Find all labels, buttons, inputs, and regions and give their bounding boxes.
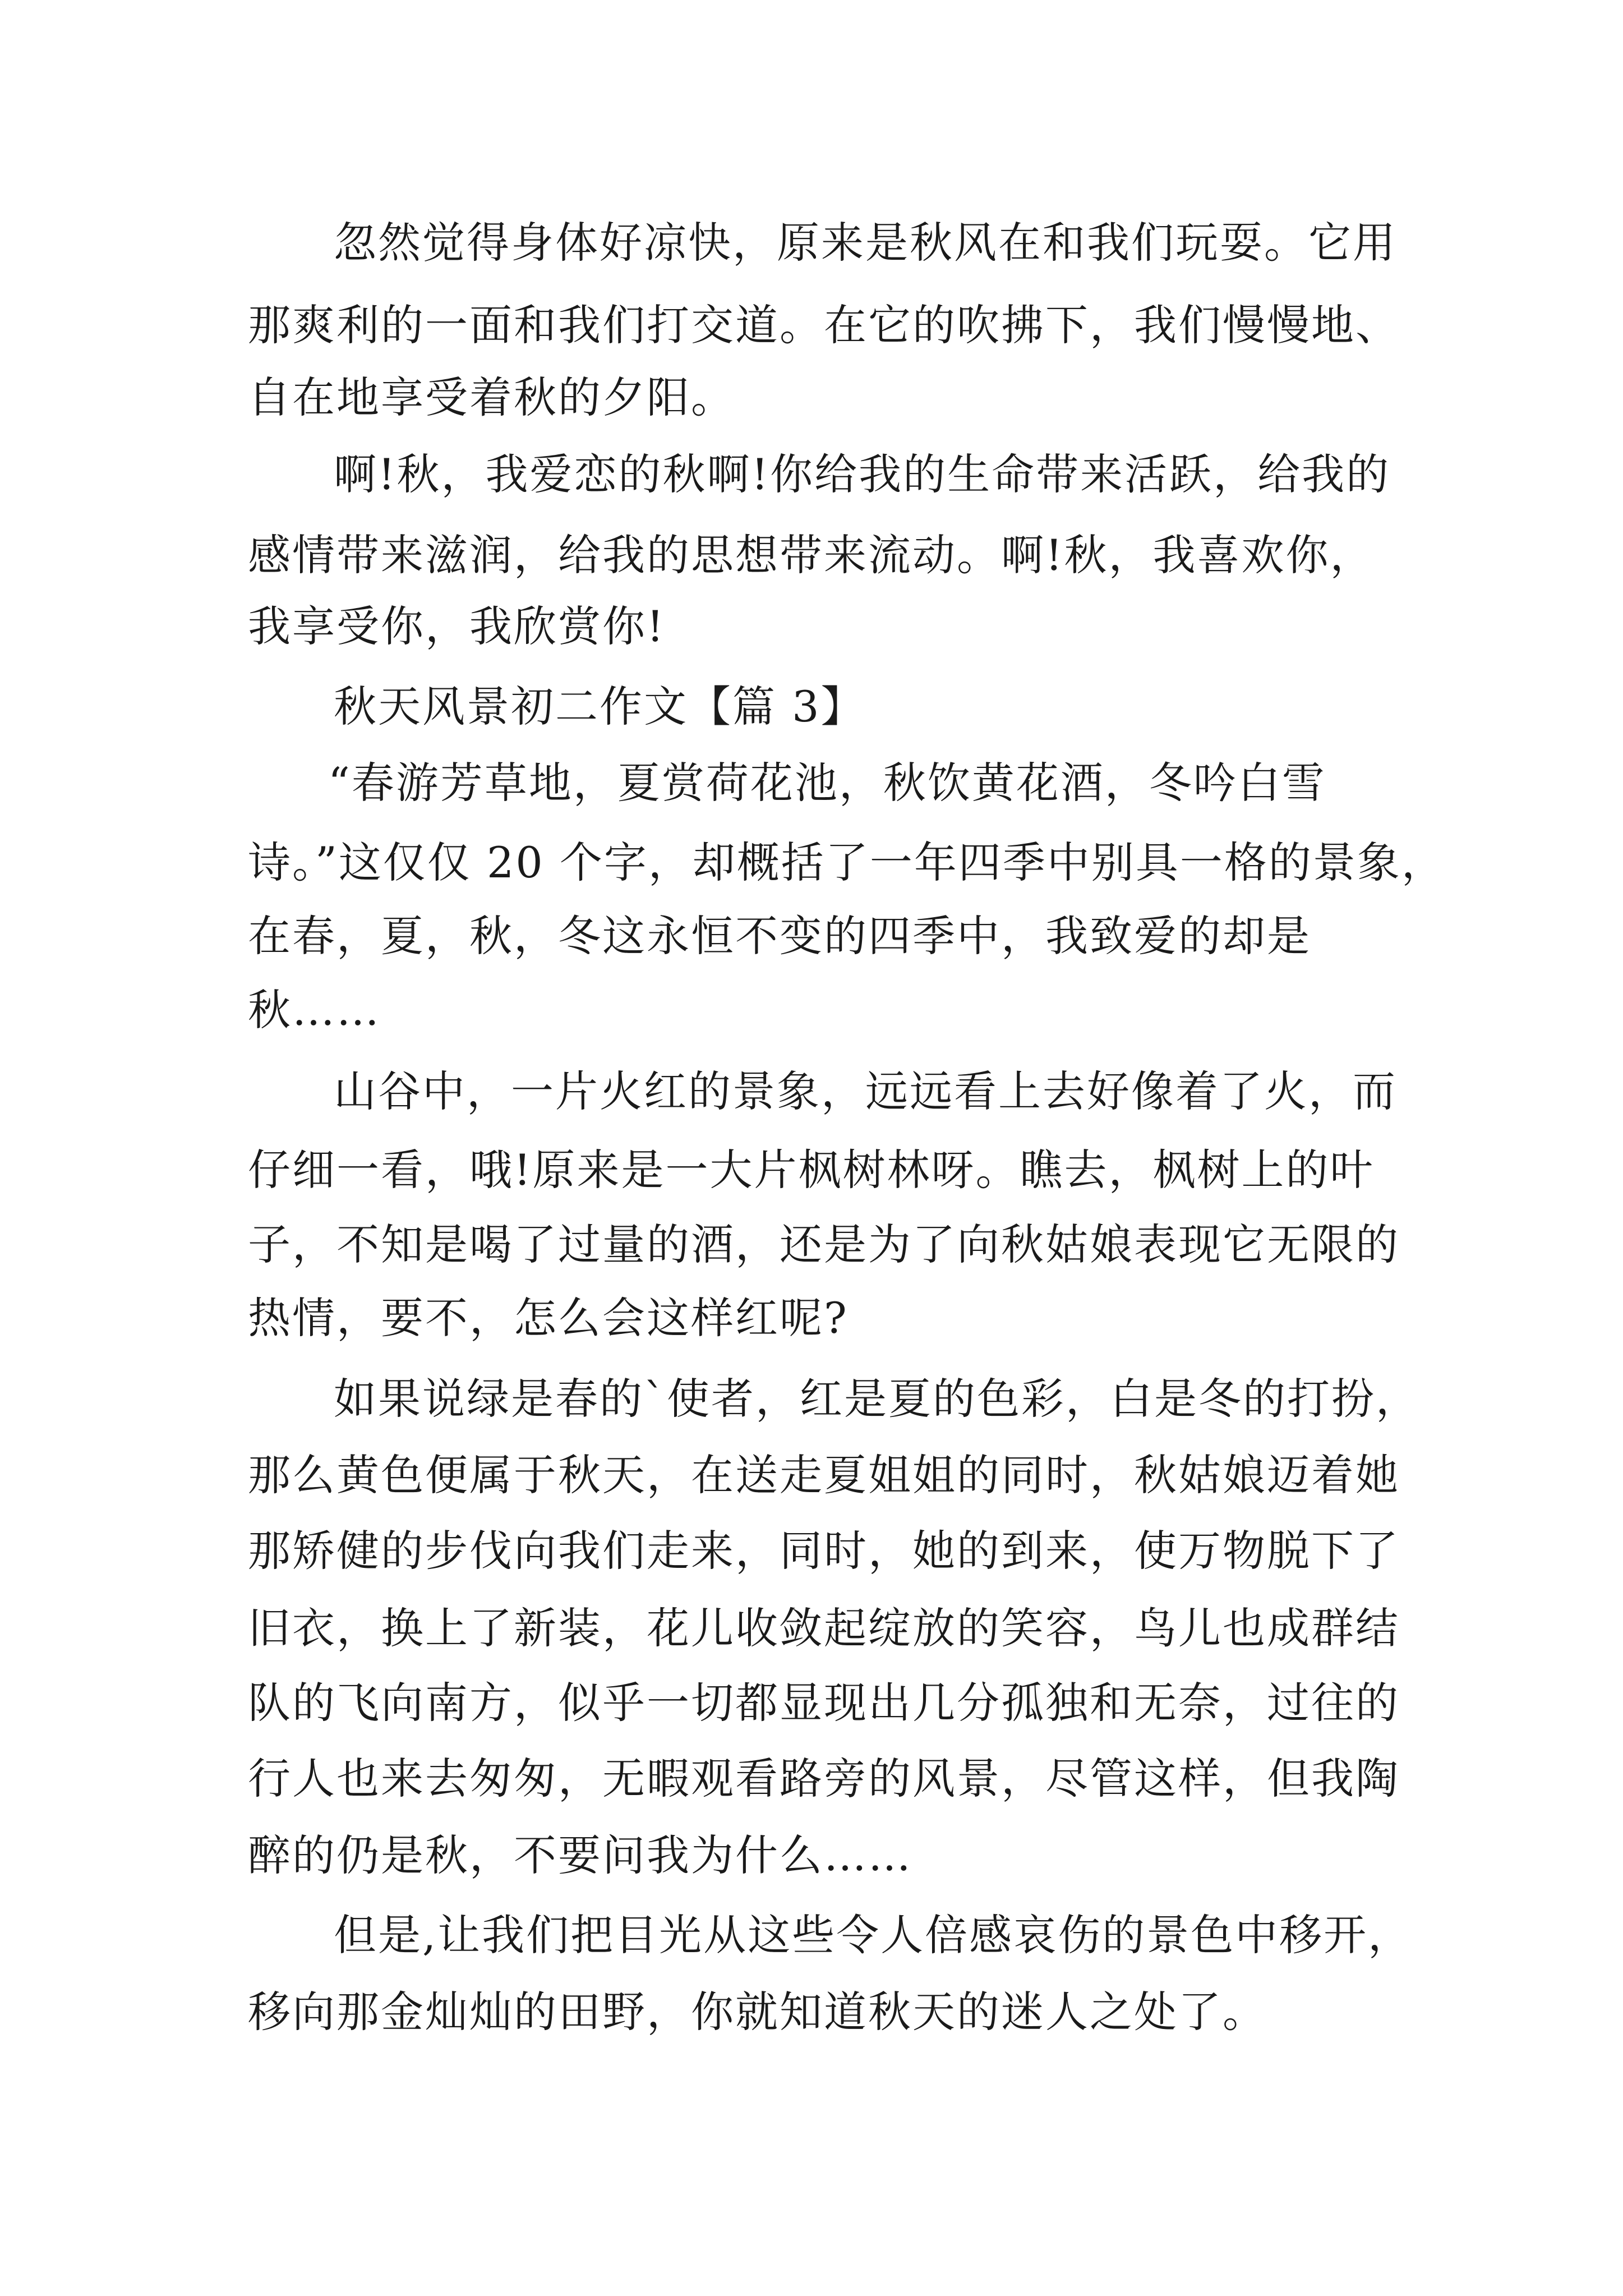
text-line: 仔细一看，哦!原来是一大片枫树林呀。瞧去，枫树上的叶 <box>248 1145 1375 1195</box>
text-line: 那爽利的一面和我们打交道。在它的吹拂下，我们慢慢地、 <box>248 300 1400 350</box>
text-line: “春游芳草地，夏赏荷花池，秋饮黄花酒，冬吟白雪 <box>328 758 1326 808</box>
text-line: 诗。”这仅仅 20 个字，却概括了一年四季中别具一格的景象， <box>248 838 1446 887</box>
text-line: 旧衣，换上了新装，花儿收敛起绽放的笑容，鸟儿也成群结 <box>248 1603 1400 1653</box>
text-line: 啊!秋，我爱恋的秋啊!你给我的生命带来活跃，给我的 <box>334 449 1391 499</box>
text-line: 那矫健的步伐向我们走来，同时，她的到来，使万物脱下了 <box>248 1526 1400 1576</box>
text-line: 自在地享受着秋的夕阳。 <box>248 372 735 422</box>
text-line: 移向那金灿灿的田野，你就知道秋天的迷人之处了。 <box>248 1987 1267 2037</box>
text-line: 山谷中，一片火红的景象，远远看上去好像着了火，而 <box>334 1066 1397 1116</box>
text-line: 我享受你，我欣赏你! <box>248 601 666 651</box>
section-heading: 秋天风景初二作文【篇 3】 <box>334 682 865 731</box>
text-line: 秋…… <box>248 985 381 1035</box>
text-line: 那么黄色便属于秋天，在送走夏姐姐的同时，秋姑娘迈着她 <box>248 1450 1400 1500</box>
text-line: 忽然觉得身体好凉快，原来是秋风在和我们玩耍。它用 <box>334 218 1397 268</box>
text-line: 醉的仍是秋，不要问我为什么…… <box>248 1830 912 1880</box>
text-line: 子，不知是喝了过量的酒，还是为了向秋姑娘表现它无限的 <box>248 1220 1400 1269</box>
text-line: 热情，要不，怎么会这样红呢? <box>248 1293 849 1343</box>
text-line: 但是,让我们把目光从这些令人倍感哀伤的景色中移开， <box>334 1910 1413 1960</box>
text-line: 队的飞向南方，似乎一切都显现出几分孤独和无奈，过往的 <box>248 1678 1400 1728</box>
text-line: 如果说绿是春的`使者，红是夏的色彩，白是冬的打扮， <box>334 1374 1420 1424</box>
text-line: 行人也来去匆匆，无暇观看路旁的风景，尽管这样，但我陶 <box>248 1754 1400 1803</box>
text-line: 在春，夏，秋，冬这永恒不变的四季中，我致爱的却是 <box>248 911 1311 961</box>
text-line: 感情带来滋润，给我的思想带来流动。啊!秋，我喜欢你， <box>248 530 1375 580</box>
